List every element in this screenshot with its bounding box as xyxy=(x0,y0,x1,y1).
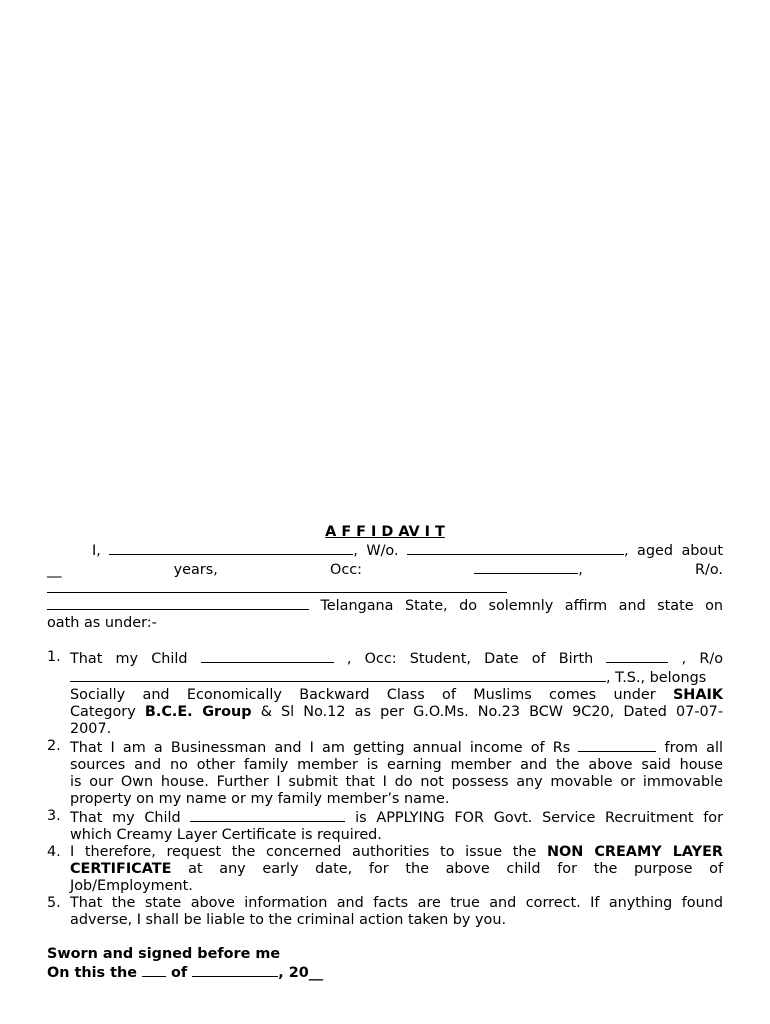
item-line: which Creamy Layer Certificate is required. xyxy=(70,827,382,843)
item-text: , T.S., belongs xyxy=(606,670,707,686)
affidavit-items xyxy=(47,649,723,929)
intro-paragraph xyxy=(47,541,723,632)
intro-line-2 xyxy=(47,560,723,579)
item-line: is our Own house. Further I submit that I do not possess any movable or immovable xyxy=(70,774,723,790)
husband-name-blank xyxy=(407,541,624,555)
item-text: That I am a Businessman and I am getting annual income of Rs xyxy=(70,740,571,756)
address-blank-2 xyxy=(47,596,309,610)
child-name-blank-2 xyxy=(190,808,345,822)
item-line xyxy=(70,704,723,721)
date-line xyxy=(47,963,723,982)
month-blank xyxy=(192,963,278,977)
item-text: & Sl No.12 as per G.O.Ms. No.23 BCW 9C20, Dated 07-07- xyxy=(260,704,724,720)
dob-blank xyxy=(606,649,668,663)
address-blank-1 xyxy=(47,579,507,593)
item-line xyxy=(70,808,723,827)
intro-line-1 xyxy=(47,541,723,560)
item-number: 3. xyxy=(47,808,61,824)
intro-text: Occ: xyxy=(330,562,363,578)
item-text-bold: NON CREAMY LAYER xyxy=(546,844,723,860)
intro-text: years, xyxy=(173,562,218,578)
list-item xyxy=(47,738,723,808)
sworn-line: Sworn and signed before me xyxy=(47,946,281,962)
item-text: is APPLYING FOR Govt. Service Recruitment for xyxy=(355,810,723,826)
item-text: That my Child xyxy=(70,651,188,667)
income-blank xyxy=(578,738,656,752)
item-text: , Occ: Student, Date of Birth xyxy=(346,651,594,667)
item-line xyxy=(70,668,723,687)
item-text: Category xyxy=(70,704,136,720)
item-line: property on my name or my family member’s name. xyxy=(70,791,450,807)
item-line: sources and no other family member is earning member and the above said house xyxy=(70,757,723,773)
list-item xyxy=(47,844,723,895)
list-item xyxy=(47,649,723,738)
item-line xyxy=(70,687,723,704)
intro-line-3 xyxy=(47,579,723,596)
item-text: That my Child xyxy=(70,810,181,826)
item-number: 2. xyxy=(47,738,61,754)
age-blank: __ xyxy=(47,562,62,578)
item-number: 1. xyxy=(47,649,61,665)
item-line xyxy=(70,738,723,757)
item-line: Job/Employment. xyxy=(70,878,193,894)
item-line: adverse, I shall be liable to the criminal action taken by you. xyxy=(70,912,507,928)
intro-text: R/o. xyxy=(695,562,724,578)
item-line xyxy=(70,649,723,668)
item-text: Socially and Economically Backward Class of Muslims comes under xyxy=(70,687,656,703)
occupation-blank xyxy=(474,560,578,574)
item-line: That the state above information and facts are true and correct. If anything found xyxy=(70,895,723,911)
child-name-blank xyxy=(201,649,334,663)
intro-line-5: oath as under:- xyxy=(47,615,157,631)
day-blank xyxy=(142,963,166,977)
item-text: I therefore, request the concerned authorities to issue the xyxy=(70,844,537,860)
item-number: 5. xyxy=(47,895,61,911)
item-text: at any early date, for the above child for the purpose of xyxy=(188,861,724,877)
item-number: 4. xyxy=(47,844,61,860)
item-line xyxy=(70,844,723,861)
intro-text: , aged about xyxy=(624,543,723,559)
list-item xyxy=(47,808,723,844)
item-text-bold: CERTIFICATE xyxy=(70,861,172,877)
child-address-blank xyxy=(70,668,606,682)
name-blank xyxy=(109,541,353,555)
item-text: , R/o xyxy=(681,651,724,667)
item-text-bold: SHAIK xyxy=(672,687,723,703)
intro-text: , xyxy=(578,562,583,578)
year-text: , 20__ xyxy=(278,965,324,981)
intro-text: Telangana State, do solemnly affirm and state on xyxy=(320,598,724,614)
item-text-bold: B.C.E. Group xyxy=(144,704,252,720)
item-line: 2007. xyxy=(70,721,112,737)
date-text: On this the xyxy=(47,965,138,981)
item-text: from all xyxy=(664,740,723,756)
intro-text: I, xyxy=(92,543,101,559)
date-text: of xyxy=(171,965,188,981)
item-line xyxy=(70,861,723,878)
list-item xyxy=(47,895,723,929)
intro-text: , W/o. xyxy=(353,543,399,559)
intro-line-4 xyxy=(47,596,723,615)
document-title: A F F I D AV I T xyxy=(325,524,445,540)
affidavit-body xyxy=(47,524,723,982)
